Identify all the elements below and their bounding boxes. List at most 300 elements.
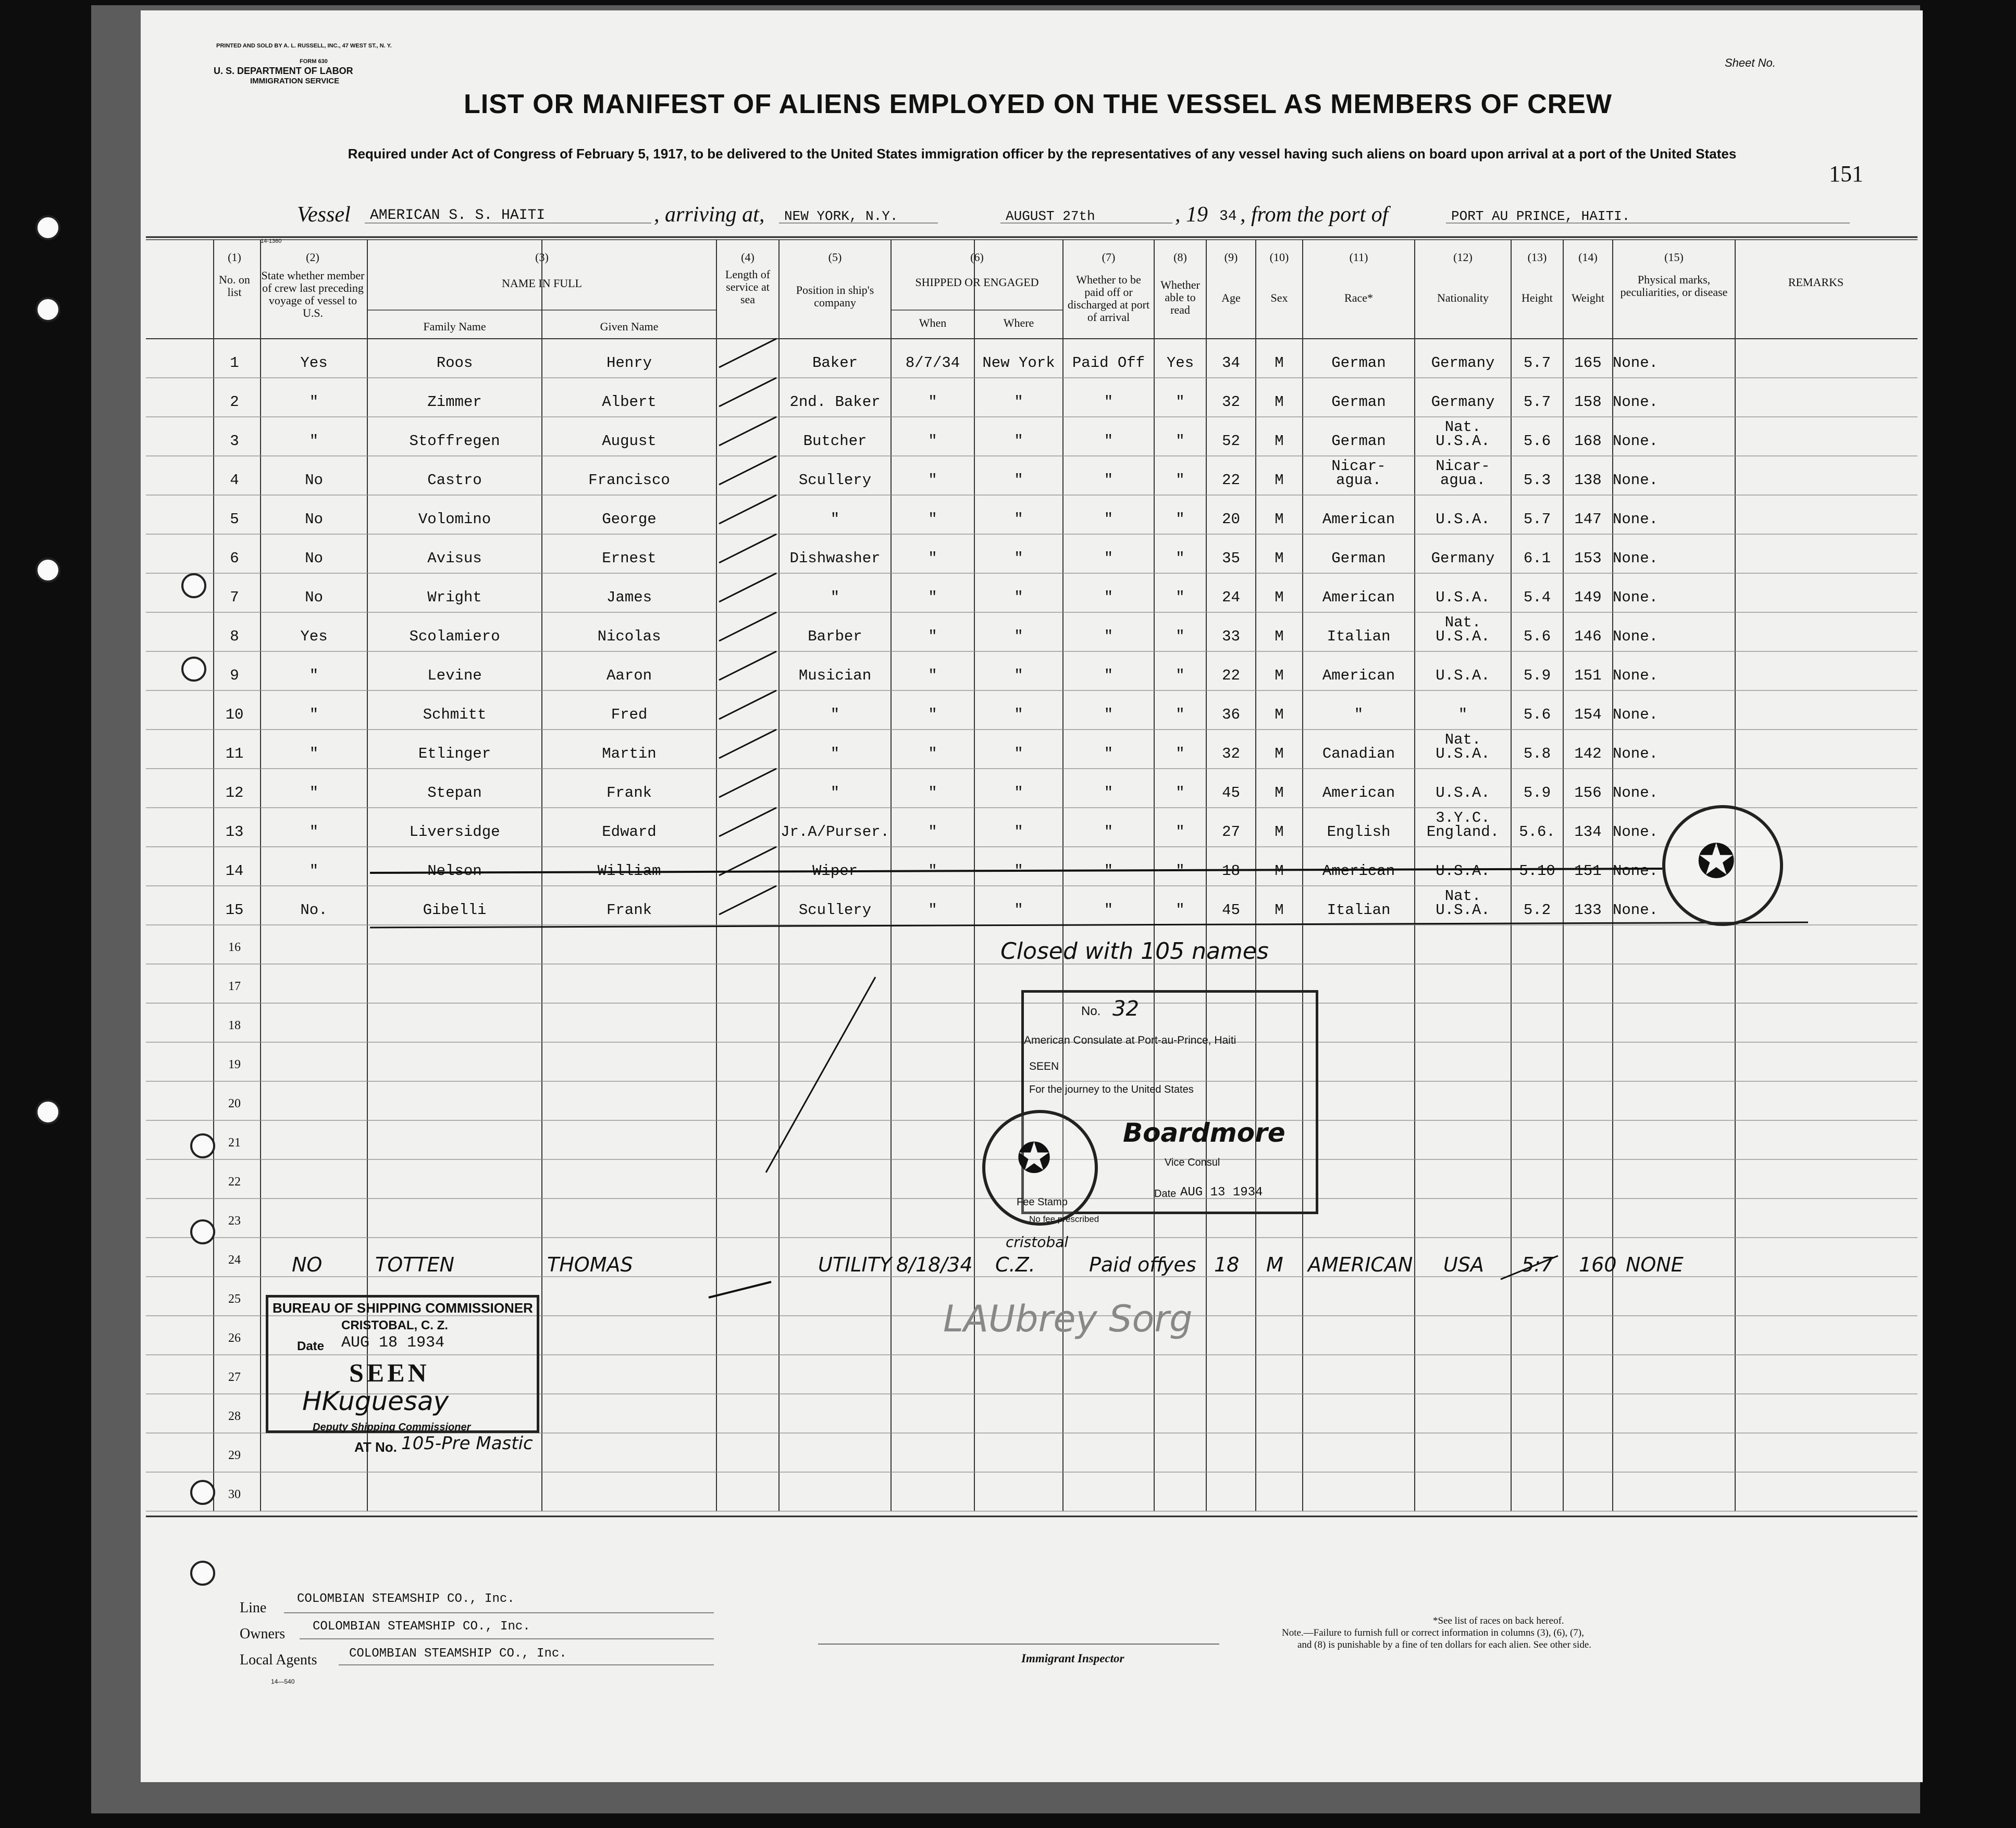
cell-nat: " <box>1458 706 1468 723</box>
cell-age: 36 <box>1222 706 1240 723</box>
row-number: 27 <box>228 1370 241 1384</box>
cell-paid: " <box>1104 862 1114 880</box>
stamp-date-label: Date <box>1154 1188 1177 1200</box>
cell-when: " <box>928 901 937 919</box>
cell-height: 5.9 <box>1523 784 1551 801</box>
cell-nat-top: 3.Y.C. <box>1436 809 1490 826</box>
cell-paid: " <box>1104 472 1114 489</box>
cell-race: American <box>1322 667 1395 684</box>
col-shipped-engaged: SHIPPED OR ENGAGED <box>915 276 1039 289</box>
binder-hole <box>35 558 60 583</box>
cell-family: Castro <box>427 472 482 489</box>
arriving-value: NEW YORK, N.Y. <box>784 208 898 224</box>
cell-height: 5.9 <box>1523 667 1551 684</box>
binder-hole <box>35 215 60 240</box>
cell-prev: No <box>305 550 323 567</box>
cell-when: " <box>928 433 937 450</box>
cell-race: Italian <box>1327 628 1391 645</box>
cell-prev: No <box>305 472 323 489</box>
cell-nat: U.S.A. <box>1436 433 1490 450</box>
row-number: 23 <box>228 1214 241 1228</box>
hand-race: AMERICAN <box>1308 1253 1413 1276</box>
cell-sex: M <box>1275 472 1284 489</box>
cell-when: " <box>928 745 937 762</box>
cell-prev: " <box>309 862 319 880</box>
cell-marks: None. <box>1613 433 1659 450</box>
cell-family: Schmitt <box>423 706 487 723</box>
eagle-icon: ✪ <box>1017 1135 1052 1181</box>
cell-pos: " <box>830 745 840 762</box>
cell-pos: Wiper <box>812 862 858 880</box>
cell-marks: None. <box>1613 393 1659 411</box>
cell-age: 32 <box>1222 745 1240 762</box>
col-sex: Sex <box>1270 291 1288 304</box>
cell-when: " <box>928 862 937 880</box>
hand-family: TOTTEN <box>375 1253 454 1276</box>
sheet-hole <box>181 573 206 598</box>
cell-family: Stoffregen <box>409 433 500 450</box>
col-weight: Weight <box>1572 291 1604 304</box>
row-number: 22 <box>228 1175 241 1189</box>
cell-weight: 149 <box>1574 589 1602 606</box>
cell-family: Levine <box>427 667 482 684</box>
cell-prev: " <box>309 823 319 841</box>
cell-height: 5.8 <box>1523 745 1551 762</box>
hand-prev: NO <box>292 1253 323 1276</box>
cell-when: " <box>928 706 937 723</box>
cell-read: Yes <box>1166 354 1194 372</box>
col-length-service: Length of service at sea <box>725 268 771 306</box>
cell-family: Roos <box>436 354 473 372</box>
cell-prev: No <box>305 589 323 606</box>
cell-age: 35 <box>1222 550 1240 567</box>
cell-weight: 165 <box>1574 354 1602 372</box>
col-num: (11) <box>1349 251 1368 264</box>
cell-marks: None. <box>1613 862 1659 880</box>
cell-pos: Baker <box>812 354 858 372</box>
cell-where: " <box>1014 745 1023 762</box>
cell-prev: " <box>309 706 319 723</box>
cell-prev: " <box>309 745 319 762</box>
cell-where: " <box>1014 706 1023 723</box>
cell-where: " <box>1014 472 1023 489</box>
cell-family: Etlinger <box>418 745 491 762</box>
col-name-in-full: NAME IN FULL <box>502 277 582 290</box>
cell-given: August <box>602 433 657 450</box>
cell-paid: " <box>1104 628 1114 645</box>
cell-height: 5.3 <box>1523 472 1551 489</box>
cell-given: Edward <box>602 823 657 841</box>
col-where: Where <box>1003 316 1034 329</box>
cell-no: 10 <box>225 706 244 723</box>
cell-family: Volomino <box>418 511 491 528</box>
cell-read: " <box>1176 472 1185 489</box>
col-nationality: Nationality <box>1437 291 1489 304</box>
cell-race: German <box>1331 393 1386 411</box>
cell-paid: " <box>1104 550 1114 567</box>
cell-no: 1 <box>230 354 239 372</box>
cell-nat: U.S.A. <box>1436 589 1490 606</box>
cell-marks: None. <box>1613 901 1659 919</box>
cell-marks: None. <box>1613 784 1659 801</box>
cell-no: 2 <box>230 393 239 411</box>
cell-no: 14 <box>225 862 244 880</box>
cell-height: 5.6. <box>1519 823 1555 841</box>
cell-family: Scolamiero <box>409 628 500 645</box>
cell-sex: M <box>1275 354 1284 372</box>
cell-race: German <box>1331 550 1386 567</box>
cell-paid: " <box>1104 433 1114 450</box>
cell-age: 18 <box>1222 862 1240 880</box>
form-number: FORM 630 <box>300 58 328 65</box>
cell-sex: M <box>1275 784 1284 801</box>
cell-age: 32 <box>1222 393 1240 411</box>
cell-nat: agua. <box>1440 472 1486 489</box>
cell-pos: Scullery <box>798 472 872 489</box>
cell-no: 11 <box>225 745 244 762</box>
cell-where: " <box>1014 589 1023 606</box>
cell-given: Fred <box>611 706 648 723</box>
cell-where: " <box>1014 784 1023 801</box>
from-value: PORT AU PRINCE, HAITI. <box>1451 208 1630 224</box>
cell-where: New York <box>982 354 1055 372</box>
col-num: (13) <box>1527 251 1547 264</box>
cell-prev: " <box>309 433 319 450</box>
col-num: (1) <box>228 251 241 264</box>
footer-note1: *See list of races on back hereof. <box>1433 1615 1564 1626</box>
cell-paid: " <box>1104 823 1114 841</box>
cell-weight: 151 <box>1574 667 1602 684</box>
col-num: (15) <box>1664 251 1684 264</box>
col-position: Position in ship's company <box>796 283 874 309</box>
hand-nat: USA <box>1443 1253 1484 1276</box>
cell-given: George <box>602 511 657 528</box>
stamp-no-label: No. <box>1081 1004 1101 1018</box>
stamp-signer-title: Vice Consul <box>1165 1157 1220 1168</box>
cell-weight: 153 <box>1574 550 1602 567</box>
cell-age: 52 <box>1222 433 1240 450</box>
cell-family: Zimmer <box>427 393 482 411</box>
cell-pos: Barber <box>808 628 862 645</box>
sheet-hole <box>181 657 206 682</box>
service: IMMIGRATION SERVICE <box>250 77 340 85</box>
ship-stamp-at-no: AT No. <box>354 1439 397 1455</box>
cell-paid: " <box>1104 589 1114 606</box>
cell-sex: M <box>1275 745 1284 762</box>
cell-no: 6 <box>230 550 239 567</box>
footer-owners-value: COLOMBIAN STEAMSHIP CO., Inc. <box>313 1620 530 1634</box>
row-number: 20 <box>228 1097 241 1110</box>
cell-read: " <box>1176 706 1185 723</box>
cell-no: 9 <box>230 667 239 684</box>
fee-note: No fee prescribed <box>1029 1214 1099 1224</box>
cell-age: 45 <box>1222 901 1240 919</box>
cell-paid: " <box>1104 784 1114 801</box>
cell-nat: Germany <box>1431 550 1495 567</box>
cell-nat: U.S.A. <box>1436 511 1490 528</box>
ship-stamp-date: AUG 18 1934 <box>341 1334 445 1352</box>
cell-height: 5.6 <box>1523 628 1551 645</box>
printer-line: PRINTED AND SOLD BY A. L. RUSSELL, INC., 47 WEST ST., N. Y. <box>216 43 392 49</box>
cell-read: " <box>1176 393 1185 411</box>
hand-where: C.Z. <box>995 1253 1035 1276</box>
cell-read: " <box>1176 628 1185 645</box>
from-label: , from the port of <box>1240 203 1389 227</box>
cell-family: Gibelli <box>423 901 487 919</box>
cell-height: 5.7 <box>1523 393 1551 411</box>
footer-line-value: COLOMBIAN STEAMSHIP CO., Inc. <box>297 1592 515 1606</box>
ship-stamp-date-label: Date <box>297 1339 325 1353</box>
col-num: (7) <box>1102 251 1116 264</box>
cell-prev: No. <box>300 901 328 919</box>
cell-paid: " <box>1104 706 1114 723</box>
cell-read: " <box>1176 511 1185 528</box>
row-number: 30 <box>228 1488 241 1501</box>
cell-marks: None. <box>1613 706 1659 723</box>
row-number: 29 <box>228 1449 241 1462</box>
cell-weight: 134 <box>1574 823 1602 841</box>
cell-where: " <box>1014 823 1023 841</box>
cell-given: Martin <box>602 745 657 762</box>
col-height: Height <box>1522 291 1553 304</box>
row-number: 18 <box>228 1019 241 1032</box>
cell-weight: 168 <box>1574 433 1602 450</box>
cell-weight: 133 <box>1574 901 1602 919</box>
cell-read: " <box>1176 589 1185 606</box>
cell-race-top: Nicar- <box>1331 458 1386 475</box>
cell-where: " <box>1014 667 1023 684</box>
footer-note2: Note.—Failure to furnish full or correct information in columns (3), (6), (7), <box>1282 1627 1584 1638</box>
stamp-date-value: AUG 13 1934 <box>1180 1185 1263 1200</box>
cell-pos: " <box>830 784 840 801</box>
cell-where: " <box>1014 901 1023 919</box>
cell-no: 12 <box>225 784 244 801</box>
cell-nat-top: Nat. <box>1444 731 1481 748</box>
cell-sex: M <box>1275 823 1284 841</box>
hand-when: 8/18/34 <box>896 1253 973 1276</box>
cell-when: " <box>928 589 937 606</box>
hand-sex: M <box>1266 1253 1283 1276</box>
department: U. S. DEPARTMENT OF LABOR <box>214 66 353 76</box>
hand-height: 5:7 <box>1522 1253 1554 1276</box>
cell-marks: None. <box>1613 511 1659 528</box>
cell-when: " <box>928 667 937 684</box>
cell-marks: None. <box>1613 472 1659 489</box>
cell-race: " <box>1354 706 1364 723</box>
row-number: 17 <box>228 980 241 993</box>
cell-where: " <box>1014 511 1023 528</box>
cell-race: English <box>1327 823 1391 841</box>
cell-nat: U.S.A. <box>1436 745 1490 762</box>
cell-nat: U.S.A. <box>1436 667 1490 684</box>
cell-age: 20 <box>1222 511 1240 528</box>
col-num: (12) <box>1453 251 1473 264</box>
sheet-hole <box>190 1133 215 1158</box>
cell-marks: None. <box>1613 823 1659 841</box>
cell-when: " <box>928 784 937 801</box>
stamp-line3: For the journey to the United States <box>1029 1084 1194 1095</box>
cell-no: 5 <box>230 511 239 528</box>
col-remarks: REMARKS <box>1788 276 1844 289</box>
hand-age: 18 <box>1214 1253 1240 1276</box>
ship-stamp-seen: SEEN <box>349 1358 430 1387</box>
footer-agents-label: Local Agents <box>240 1652 317 1668</box>
cell-height: 5.7 <box>1523 354 1551 372</box>
seal-fee-label: Fee Stamp <box>1017 1196 1068 1208</box>
cell-given: Henry <box>606 354 652 372</box>
stamp-no-value: 32 <box>1112 997 1139 1021</box>
cell-nat: U.S.A. <box>1436 901 1490 919</box>
cell-sex: M <box>1275 433 1284 450</box>
col-paid-off: Whether to be paid off or discharged at port of arrival <box>1067 273 1150 324</box>
row-number: 21 <box>228 1136 241 1150</box>
cell-read: " <box>1176 901 1185 919</box>
cell-age: 45 <box>1222 784 1240 801</box>
cell-no: 13 <box>225 823 244 841</box>
row-number: 26 <box>228 1331 241 1345</box>
cell-read: " <box>1176 550 1185 567</box>
col-age: Age <box>1221 291 1241 304</box>
cell-race: American <box>1322 784 1395 801</box>
cell-read: " <box>1176 784 1185 801</box>
cell-when: " <box>928 823 937 841</box>
cell-paid: Paid Off <box>1072 354 1145 372</box>
cell-sex: M <box>1275 511 1284 528</box>
cell-paid: " <box>1104 901 1114 919</box>
cell-when: " <box>928 472 937 489</box>
cell-read: " <box>1176 862 1185 880</box>
consulate-round-seal <box>982 1110 1098 1226</box>
row-number: 16 <box>228 941 241 954</box>
stamp-line1: American Consulate at Port-au-Prince, Haiti <box>1024 1034 1236 1046</box>
cell-marks: None. <box>1613 354 1659 372</box>
cell-when: " <box>928 511 937 528</box>
ship-stamp-title: Deputy Shipping Commissioner <box>313 1422 471 1433</box>
cell-prev: " <box>309 667 319 684</box>
cell-marks: None. <box>1613 667 1659 684</box>
cell-pos: Butcher <box>803 433 867 450</box>
cell-marks: None. <box>1613 745 1659 762</box>
cell-paid: " <box>1104 511 1114 528</box>
footer-owners-label: Owners <box>240 1626 286 1642</box>
cell-age: 24 <box>1222 589 1240 606</box>
cell-pos: Dishwasher <box>789 550 881 567</box>
cell-age: 34 <box>1222 354 1240 372</box>
cell-sex: M <box>1275 901 1284 919</box>
footer-inspector: Immigrant Inspector <box>1021 1652 1124 1665</box>
cell-race: American <box>1322 511 1395 528</box>
cell-where: " <box>1014 393 1023 411</box>
cell-sex: M <box>1275 862 1284 880</box>
cell-given: Nicolas <box>597 628 661 645</box>
cell-height: 5.4 <box>1523 589 1551 606</box>
page-title: LIST OR MANIFEST OF ALIENS EMPLOYED ON THE VESSEL AS MEMBERS OF CREW <box>464 89 1612 119</box>
cell-where: " <box>1014 433 1023 450</box>
ship-stamp-line1: BUREAU OF SHIPPING COMMISSIONER <box>273 1300 533 1316</box>
date-value: AUGUST 27th <box>1006 208 1095 224</box>
commissioner-signature: HKuguesay <box>302 1386 449 1416</box>
cell-prev: Yes <box>300 354 328 372</box>
vessel-label: Vessel <box>297 203 351 227</box>
col-family-name: Family Name <box>423 320 486 333</box>
cell-weight: 156 <box>1574 784 1602 801</box>
hand-pos: UTILITY <box>818 1253 892 1276</box>
closed-note: Closed with 105 names <box>1000 938 1269 965</box>
cell-pos: " <box>830 589 840 606</box>
cell-weight: 151 <box>1574 862 1602 880</box>
row-number: 19 <box>228 1058 241 1071</box>
cell-race: American <box>1322 589 1395 606</box>
sheet-no-label: Sheet No. <box>1725 56 1776 69</box>
cell-marks: None. <box>1613 550 1659 567</box>
cell-prev: " <box>309 784 319 801</box>
cell-given: James <box>606 589 652 606</box>
cell-given: Aaron <box>606 667 652 684</box>
cell-height: 5.6 <box>1523 433 1551 450</box>
ship-stamp-at-value: 105-Pre Mastic <box>401 1433 533 1454</box>
cell-prev: " <box>309 393 319 411</box>
col-num: (3) <box>535 251 549 264</box>
cell-marks: None. <box>1613 628 1659 645</box>
binder-hole <box>35 297 60 322</box>
row-number: 28 <box>228 1410 241 1423</box>
col-num: (14) <box>1578 251 1598 264</box>
year-value: 34 <box>1219 208 1237 225</box>
col-num: (2) <box>306 251 319 264</box>
year-prefix: , 19 <box>1175 203 1208 227</box>
cell-read: " <box>1176 667 1185 684</box>
stamp-signature: Boardmore <box>1123 1118 1285 1148</box>
manifest-sheet <box>141 10 1923 1782</box>
cell-prev: Yes <box>300 628 328 645</box>
cell-no: 8 <box>230 628 239 645</box>
cell-family: Stepan <box>427 784 482 801</box>
cell-no: 3 <box>230 433 239 450</box>
cell-prev: No <box>305 511 323 528</box>
page-subtitle: Required under Act of Congress of February 5, 1917, to be delivered to the United States immigration officer by the representatives of any vessel having such aliens on board upon arrival at a port of the United States <box>348 146 1737 162</box>
cell-race: German <box>1331 433 1386 450</box>
cell-race: Canadian <box>1322 745 1395 762</box>
cell-given: Albert <box>602 393 657 411</box>
kingston-seal <box>1662 805 1783 926</box>
cell-sex: M <box>1275 628 1284 645</box>
cell-pos: 2nd. Baker <box>789 393 881 411</box>
page-number: 151 <box>1829 161 1863 187</box>
cell-read: " <box>1176 745 1185 762</box>
cell-height: 5.2 <box>1523 901 1551 919</box>
cell-when: 8/7/34 <box>905 354 960 372</box>
cell-nat-top: Nat. <box>1444 418 1481 436</box>
cell-where: " <box>1014 628 1023 645</box>
sheet-hole <box>190 1219 215 1244</box>
cell-weight: 147 <box>1574 511 1602 528</box>
row-number: 25 <box>228 1292 241 1306</box>
cell-nat: U.S.A. <box>1436 862 1490 880</box>
cell-pos: Scullery <box>798 901 872 919</box>
cell-nat: U.S.A. <box>1436 628 1490 645</box>
cell-age: 33 <box>1222 628 1240 645</box>
cell-given: Frank <box>606 901 652 919</box>
cell-nat: Germany <box>1431 354 1495 372</box>
stamp-seen: SEEN <box>1029 1060 1059 1072</box>
cell-sex: M <box>1275 667 1284 684</box>
cell-race: agua. <box>1335 472 1381 489</box>
cell-nat: Germany <box>1431 393 1495 411</box>
cell-where: " <box>1014 550 1023 567</box>
cell-when: " <box>928 550 937 567</box>
footer-line-label: Line <box>240 1600 267 1616</box>
cell-weight: 138 <box>1574 472 1602 489</box>
